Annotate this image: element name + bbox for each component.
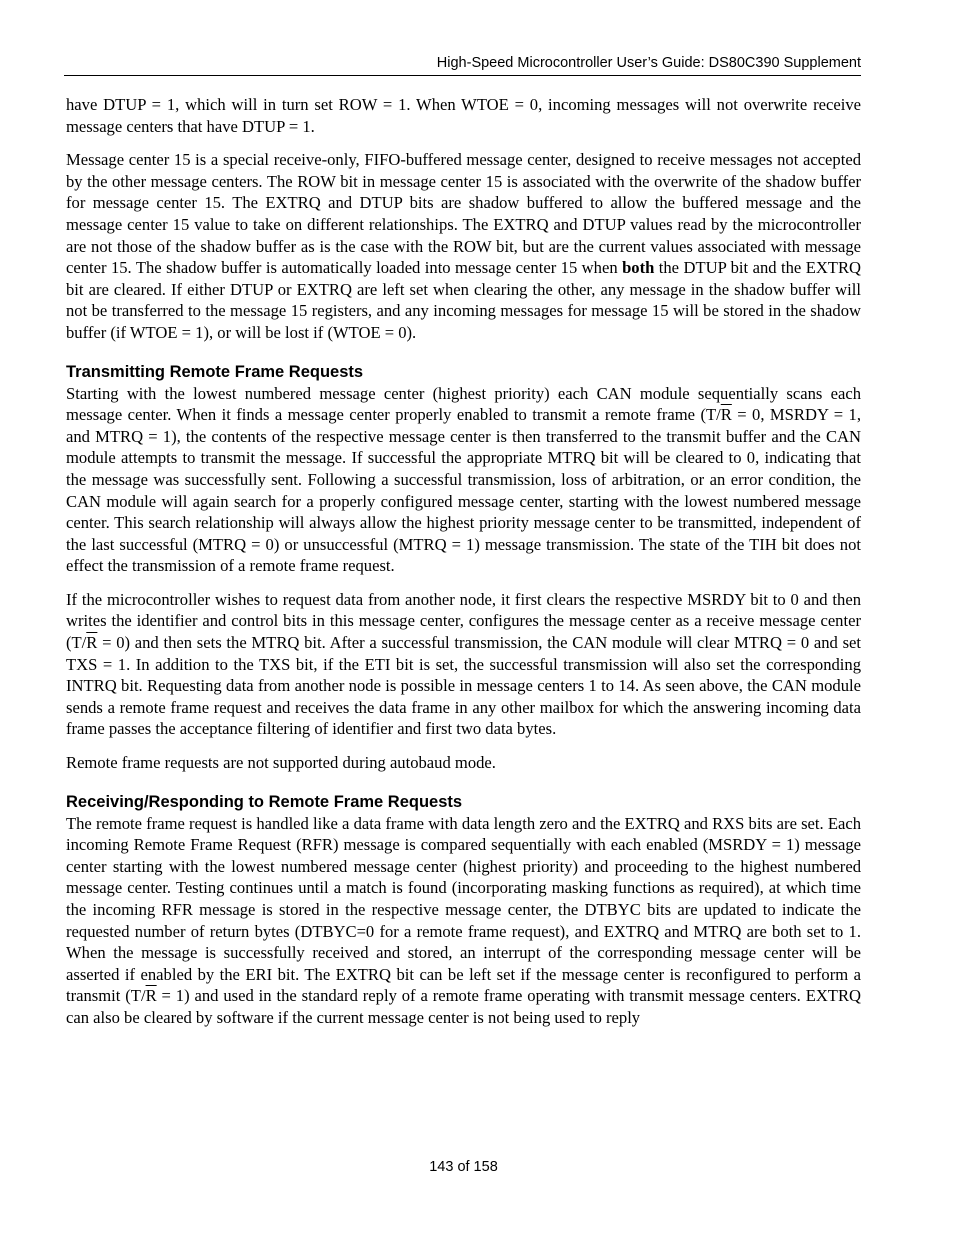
text-run: the DTUP bit and the EXTRQ bit are cleared. If either DTUP or EXTRQ are left set when clearing the other, any message in the shadow buffer will not be transferred to the message 15 registers, and any incoming messages for message 15 will be stored in the shadow buffer (if WTOE = 1), or will be lost if (WTOE = 0). <box>66 258 861 342</box>
document-body <box>66 94 861 1041</box>
page-header: High-Speed Microcontroller User’s Guide: DS80C390 Supplement <box>64 55 861 76</box>
text-run: Starting with the lowest numbered message center (highest priority) each CAN module sequentially scans each message center. When it finds a message center properly enabled to transmit a remote frame (T/ <box>66 383 861 425</box>
page-number: 143 of 158 <box>429 1159 498 1175</box>
paragraph-request-data <box>66 589 861 740</box>
text-run: = 0) and then sets the MTRQ bit. After a successful transmission, the CAN module will clear MTRQ = 0 and set TXS = 1. In addition to the TXS bit, if the ETI bit is set, the successful transmission will also set the corresponding INTRQ bit. Requesting data from another node is possible in message centers 1 to 14. As seen above, the CAN module sends a remote frame request and receives the data frame in any other mailbox for which the answering incoming data frame passes the acceptance filtering of identifier and first two data bytes. <box>66 633 861 739</box>
text-run: Message center 15 is a special receive-only, FIFO-buffered message center, designed to receive messages not accepted by the other message centers. The ROW bit in message center 15 is associated with the overwrite of the shadow buffer for message center 15. The EXTRQ and DTUP bits are shadow buffered to allow the buffered message and the message center 15 value to take on different relationships. The EXTRQ and DTUP values read by the microcontroller are not those of the shadow buffer as is the case with the ROW bit, but are the current values associated with message center 15. The shadow buffer is automatically loaded into message center 15 when <box>66 150 861 278</box>
text-run: If the microcontroller wishes to request data from another node, it first clears the respective MSRDY bit to 0 and then writes the identifier and control bits in this message center, configures the message center as a receive message center (T/ <box>66 589 861 653</box>
section-heading-transmitting: Transmitting Remote Frame Requests <box>66 362 364 381</box>
overline-r: $\overline{R}$ <box>720 405 732 425</box>
text-run: The remote frame request is handled like a data frame with data length zero and the EXTRQ and RXS bits are set. Each incoming Remote Frame Request (RFR) message is compared sequentially with each enabled (MSRDY = 1) message center starting with the lowest numbered message center (highest priority) and proceeding to the highest numbered message center. Testing continues until a match is found (incorporating masking functions as required), at which time the incoming RFR message is stored in the respective message center, the DTBYC bits are updated to indicate the requested number of return bytes (DTBYC=0 for a remote frame request), and EXTRQ and MTRQ are both set to 1. When the message is successfully received and stored, an interrupt of the corresponding message center will be asserted if enabled by the ERI bit. The EXTRQ bit can be left set if the message center is reconfigured to perform a transmit (T/ <box>66 813 861 1006</box>
paragraph-message-center-15 <box>66 149 861 343</box>
section-heading-receiving: Receiving/Responding to Remote Frame Requests <box>66 792 463 811</box>
text-run: = 0, MSRDY = 1, and MTRQ = 1), the contents of the respective message center is then transferred to the transmit buffer and the CAN module attempts to transmit the message. If successful the appropriate MTRQ bit will be cleared to 0, indicating that the message was successfully sent. Following a successful transmission, loss of arbitration, or an error condition, the CAN module will again search for a properly configured message center, starting with the lowest numbered message center. This search relationship will always allow the highest priority message center to be transmitted, independent of the last successful (MTRQ = 0) or unsuccessful (MTRQ = 1) message transmission. The state of the TIH bit does not effect the transmission of a remote frame request. <box>66 405 861 576</box>
paragraph-autobaud-note: Remote frame requests are not supported during autobaud mode. <box>66 753 496 773</box>
paragraph-receive-rfr <box>66 813 861 1029</box>
overline-r: $\overline{R}$ <box>145 986 157 1006</box>
text-run: = 1) and used in the standard reply of a remote frame operating with transmit message centers. EXTRQ can also be cleared by software if the current message center is not being used to reply <box>66 986 861 1027</box>
paragraph-dtup-continuation: have DTUP = 1, which will in turn set ROW = 1. When WTOE = 0, incoming messages will not overwrite receive message centers that have DTUP = 1. <box>66 95 861 136</box>
overline-r: $\overline{R}$ <box>86 633 98 653</box>
bold-emphasis: both <box>622 258 655 278</box>
paragraph-transmit-scan <box>66 383 861 577</box>
